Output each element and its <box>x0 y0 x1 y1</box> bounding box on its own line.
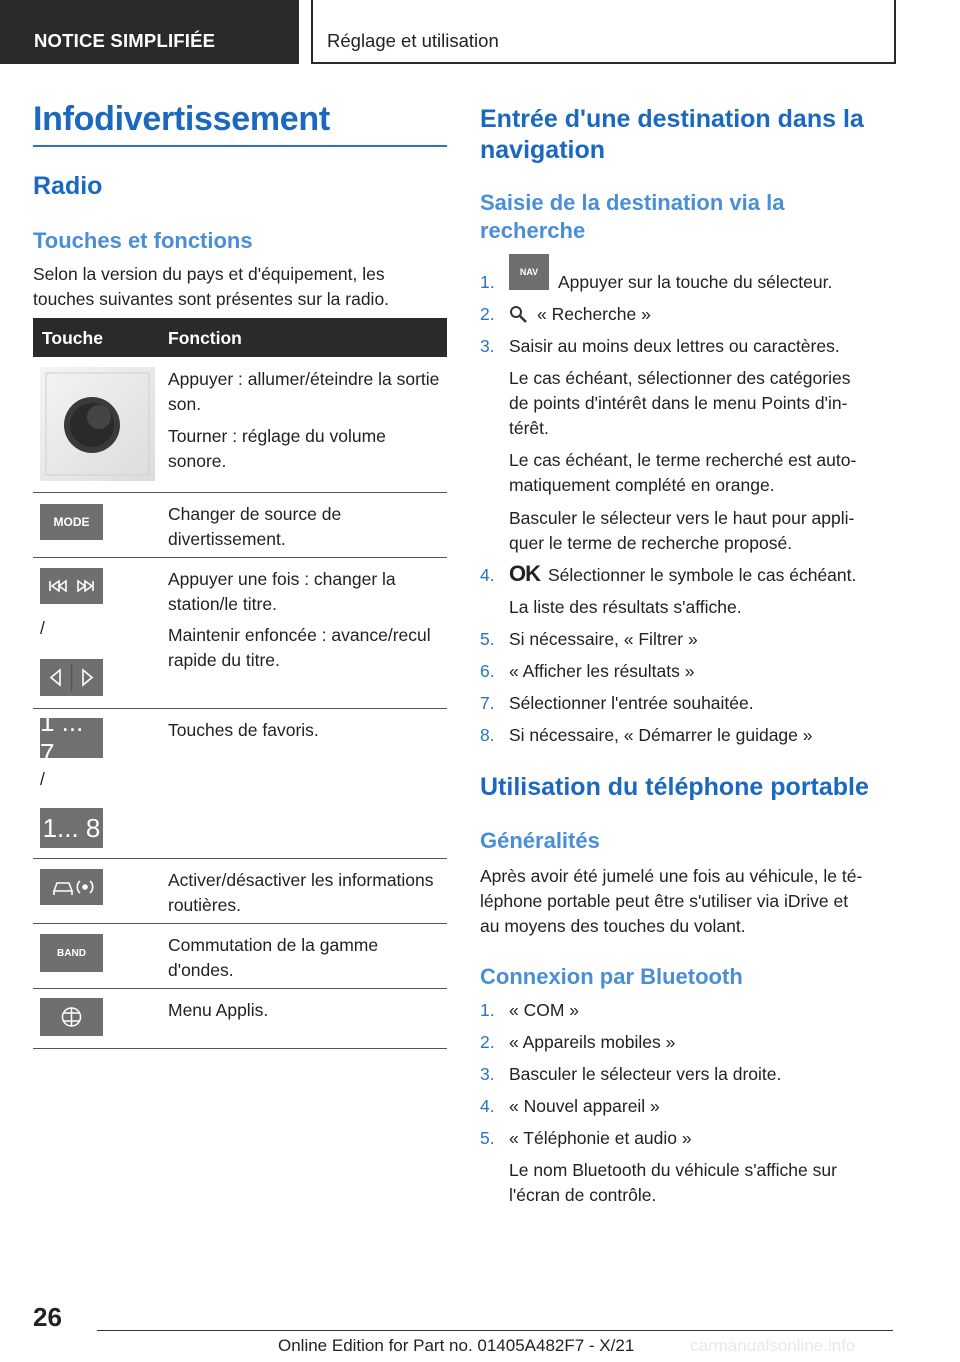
step-number: 8. <box>480 725 495 745</box>
general-text: léphone portable peut être s'utiliser via iDrive et <box>480 891 849 911</box>
navigation-heading-line: navigation <box>480 136 606 164</box>
step-text: « Recherche » <box>537 304 651 324</box>
header-chapter-tab <box>311 0 896 64</box>
step-text: térêt. <box>509 418 549 438</box>
title-rule <box>33 145 447 147</box>
keys-intro: Selon la version du pays et d'équipement, les touches suivantes sont présentes sur la radio. <box>33 264 390 309</box>
ok-symbol-icon: OK <box>509 561 540 586</box>
nav-key-icon: NAV <box>509 254 549 290</box>
step-number: 4. <box>480 1096 495 1116</box>
table-row <box>33 924 447 989</box>
col-key: Touche <box>42 328 103 348</box>
edition-text: Online Edition for Part no. 01405A482F7 - X/21 <box>278 1336 635 1355</box>
bluetooth-heading: Connexion par Bluetooth <box>480 964 743 989</box>
row-text: Touches de favoris. <box>168 720 319 740</box>
seek-keys-icon <box>40 659 103 696</box>
step-text: Sélectionner le symbole le cas échéant. <box>548 565 857 585</box>
table-row <box>33 558 447 709</box>
step-text: de points d'intérêt dans le menu Points d'in- <box>509 393 848 413</box>
radio-heading: Radio <box>33 172 103 200</box>
traffic-info-icon <box>40 869 103 905</box>
general-heading: Généralités <box>480 828 600 853</box>
general-text: au moyens des touches du volant. <box>480 916 746 936</box>
step-text: Le cas échéant, sélectionner des catégories <box>509 368 851 388</box>
volume-knob-icon <box>40 367 155 481</box>
band-key-icon: BAND <box>40 934 103 972</box>
general-text: Après avoir été jumelé une fois au véhicule, le té- <box>480 866 863 886</box>
step-text: Sélectionner l'entrée souhaitée. <box>509 693 754 713</box>
header-section-tab <box>0 0 299 64</box>
step-text: matiquement complété en orange. <box>509 475 775 495</box>
step-text: Basculer le sélecteur vers la droite. <box>509 1064 782 1084</box>
keys-table <box>33 318 447 1049</box>
key-separator: / <box>40 769 45 789</box>
table-header <box>33 318 447 357</box>
favorite-keys-icon: 1... 8 <box>40 808 103 848</box>
table-row <box>33 709 447 859</box>
step-number: 1. <box>480 272 495 292</box>
row-text: Appuyer une fois : changer la station/le titre. <box>168 569 396 614</box>
favorite-keys-icon: 1 ... 7 <box>40 718 103 758</box>
table-row <box>33 493 447 558</box>
step-number: 3. <box>480 1064 495 1084</box>
row-text: Maintenir enfoncée : avance/recul rapide du titre. <box>168 625 431 670</box>
key-separator: / <box>40 618 45 638</box>
step-number: 3. <box>480 336 495 356</box>
step-text: « COM » <box>509 1000 580 1020</box>
watermark-text: carmanualsonline.info <box>690 1336 856 1355</box>
step-text: l'écran de contrôle. <box>509 1185 657 1205</box>
step-text: « Téléphonie et audio » <box>509 1128 692 1148</box>
search-heading <box>480 189 784 245</box>
step-text: Le nom Bluetooth du véhicule s'affiche sur <box>509 1160 837 1180</box>
step-text: Si nécessaire, « Filtrer » <box>509 629 698 649</box>
step-text: Appuyer sur la touche du sélecteur. <box>558 272 833 292</box>
header-section-label: NOTICE SIMPLIFIÉE <box>34 30 216 51</box>
step-text: quer le terme de recherche proposé. <box>509 533 793 553</box>
table-row <box>33 357 447 493</box>
header-chapter-label: Réglage et utilisation <box>327 30 499 51</box>
step-number: 1. <box>480 1000 495 1020</box>
step-number: 4. <box>480 565 495 585</box>
search-icon <box>509 305 529 325</box>
step-text: « Appareils mobiles » <box>509 1032 676 1052</box>
apps-menu-icon <box>40 998 103 1036</box>
row-text: Appuyer : allumer/éteindre la sortie son. <box>168 369 440 414</box>
step-text: Basculer le sélecteur vers le haut pour appli- <box>509 508 855 528</box>
mode-key-icon: MODE <box>40 504 103 540</box>
row-text: Menu Applis. <box>168 1000 269 1020</box>
row-text: Changer de source de divertissement. <box>168 504 342 549</box>
navigation-heading-line: Entrée d'une destination dans la <box>480 105 864 133</box>
step-number: 5. <box>480 1128 495 1148</box>
row-text: Commutation de la gamme d'ondes. <box>168 935 379 980</box>
search-heading-line: recherche <box>480 218 586 243</box>
footer-rule <box>97 1330 893 1331</box>
step-text: Le cas échéant, le terme recherché est auto- <box>509 450 857 470</box>
search-heading-line: Saisie de la destination via la <box>480 190 785 215</box>
navigation-heading <box>480 104 864 166</box>
table-row <box>33 859 447 924</box>
col-function: Fonction <box>168 328 242 348</box>
step-text: « Afficher les résultats » <box>509 661 695 681</box>
step-number: 2. <box>480 304 495 324</box>
step-text: Saisir au moins deux lettres ou caractères. <box>509 336 840 356</box>
step-text: La liste des résultats s'affiche. <box>509 597 742 617</box>
page-number: 26 <box>33 1302 62 1332</box>
step-text: « Nouvel appareil » <box>509 1096 660 1116</box>
step-number: 7. <box>480 693 495 713</box>
keys-heading: Touches et fonctions <box>33 228 253 253</box>
table-row <box>33 989 447 1049</box>
step-number: 6. <box>480 661 495 681</box>
skip-keys-icon <box>40 568 103 604</box>
row-text: Tourner : réglage du volume sonore. <box>168 426 386 471</box>
step-number: 2. <box>480 1032 495 1052</box>
page-title: Infodivertissement <box>33 100 330 138</box>
step-number: 5. <box>480 629 495 649</box>
row-text: Activer/désactiver les informations routières. <box>168 870 434 915</box>
step-text: Si nécessaire, « Démarrer le guidage » <box>509 725 813 745</box>
phone-heading: Utilisation du téléphone portable <box>480 773 869 801</box>
